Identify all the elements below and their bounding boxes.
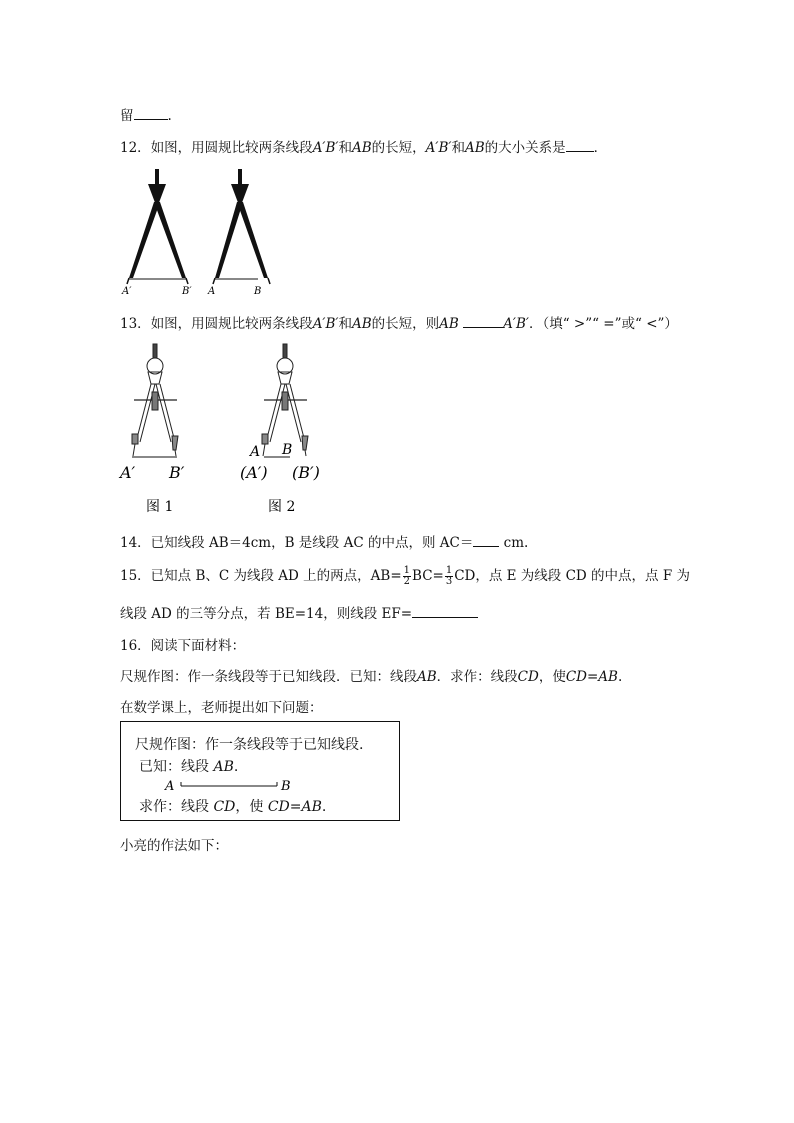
q13-text-4: ．（填“ >”“ =”或“ <”）	[528, 316, 678, 332]
q12-text-2: 和	[338, 140, 352, 156]
box-var-cd: CD	[213, 799, 236, 815]
box-var-ab: AB	[213, 759, 234, 775]
q12-end: ．	[593, 140, 608, 156]
q13-var-3: AB	[439, 316, 459, 332]
q14-text	[120, 531, 528, 551]
q16-text-4: .	[617, 669, 623, 685]
segment-ab-figure	[161, 777, 301, 795]
label-fig2-a-prime: (A′)	[240, 463, 268, 482]
q16-line-2	[120, 696, 323, 716]
q15-text-3: CD，点 E 为线段 CD 的中点，点 F 为	[454, 568, 690, 584]
q16-line-1	[120, 665, 622, 685]
q15-text-2: BC=	[412, 568, 444, 584]
fraction-one-third	[445, 566, 453, 587]
box-text: ，使	[235, 799, 268, 815]
fraction-denominator: 3	[445, 576, 453, 587]
q12-number: 12．	[120, 140, 151, 156]
answer-blank	[412, 605, 478, 618]
q14-question: 14．已知线段 AB＝4cm，B 是线段 AC 的中点，则 AC＝	[120, 535, 474, 551]
q12-text-5: 的大小关系是	[484, 140, 566, 156]
q16-var-ab: AB	[417, 669, 437, 685]
label-fig2-a: A	[250, 444, 261, 460]
q12-var-4: AB	[464, 140, 485, 156]
label-fig2-b: B	[282, 442, 293, 458]
fraction-numerator: 1	[445, 565, 453, 576]
q13-text-2: 和	[338, 316, 352, 332]
q13-text	[120, 312, 678, 332]
compass-fig2-icon	[262, 344, 308, 456]
label-fig1-a-prime: A′	[120, 463, 136, 482]
problem-box	[120, 721, 400, 821]
q13-text-1: 如图，用圆规比较两条线段	[150, 316, 313, 332]
q12-text-1: 如图，用圆规比较两条线段	[150, 140, 313, 156]
box-var-cd-ab: CD=AB	[267, 799, 322, 815]
q16-text-1: 尺规作图：作一条线段等于已知线段．已知：线段	[120, 669, 417, 685]
q11-end: .	[167, 108, 172, 124]
q15-text-1: 15．已知点 B、C 为线段 AD 上的两点，AB=	[120, 568, 402, 584]
q16-text-6: 小亮的作法如下：	[120, 838, 228, 854]
answer-blank	[463, 315, 503, 328]
q13-text-3: 的长短，则	[371, 316, 440, 332]
label-fig2-b-prime: (B′)	[292, 463, 320, 482]
q11-tail-line	[120, 104, 172, 124]
box-line-4	[139, 796, 326, 816]
q16-text-3: ，使	[538, 669, 566, 685]
label-b-prime: B′	[182, 286, 192, 297]
q12-text-4: 和	[451, 140, 465, 156]
q15-text-4: 线段 AD 的三等分点，若 BE=14，则线段 EF=	[120, 606, 413, 622]
box-line-2	[139, 756, 238, 776]
q12-var-2: AB	[352, 140, 372, 156]
point-a-label: A	[165, 779, 175, 794]
q12-text-3: 的长短，	[371, 140, 426, 156]
label-b: B	[254, 286, 262, 297]
q16-var-cd-ab: CD=AB	[565, 669, 618, 685]
q15-line-2	[120, 602, 478, 622]
q12-compass-figure	[118, 166, 288, 298]
figure-1-caption: 图 1	[146, 499, 174, 515]
q12-var-1: A′B′	[312, 140, 339, 156]
q13-var-2: AB	[352, 316, 372, 332]
compass-right-icon	[213, 169, 270, 284]
q16-number: 16．阅读下面材料：	[120, 638, 246, 654]
box-period: .	[233, 759, 239, 775]
box-period-2: .	[321, 799, 327, 815]
q12-text	[120, 136, 607, 156]
q12-var-3: A′B′	[425, 140, 452, 156]
label-a-prime: A′	[122, 286, 132, 297]
fraction-denominator: 2	[403, 576, 411, 587]
fraction-numerator: 1	[403, 565, 411, 576]
q11-tail-text: 留	[120, 108, 134, 124]
answer-blank	[566, 139, 594, 152]
q16-after	[120, 834, 228, 854]
box-construct-label: 求作：线段	[139, 799, 214, 815]
q15-line-1	[120, 564, 690, 587]
q16-var-cd: CD	[517, 669, 539, 685]
label-fig1-b-prime: B′	[169, 463, 185, 482]
box-line-1: 尺规作图：作一条线段等于已知线段.	[135, 737, 364, 753]
q16-text-2: ．求作：线段	[436, 669, 518, 685]
q13-number: 13．	[120, 316, 151, 332]
box-known-label: 已知：线段	[139, 759, 214, 775]
q16-title	[120, 634, 245, 654]
q13-compass-figures	[112, 342, 342, 518]
point-b-label: B	[281, 779, 291, 794]
compass-left-icon	[127, 169, 188, 284]
label-a: A	[208, 286, 216, 297]
q13-var-4: A′B′	[503, 316, 529, 332]
answer-blank	[473, 534, 499, 547]
answer-blank	[134, 107, 168, 120]
q14-unit: cm.	[499, 535, 529, 551]
figure-2-caption: 图 2	[268, 499, 296, 515]
compass-fig1-icon	[132, 344, 178, 456]
q16-text-5: 在数学课上，老师提出如下问题：	[120, 700, 323, 716]
fraction-one-half	[403, 566, 411, 587]
q13-var-1: A′B′	[312, 316, 339, 332]
